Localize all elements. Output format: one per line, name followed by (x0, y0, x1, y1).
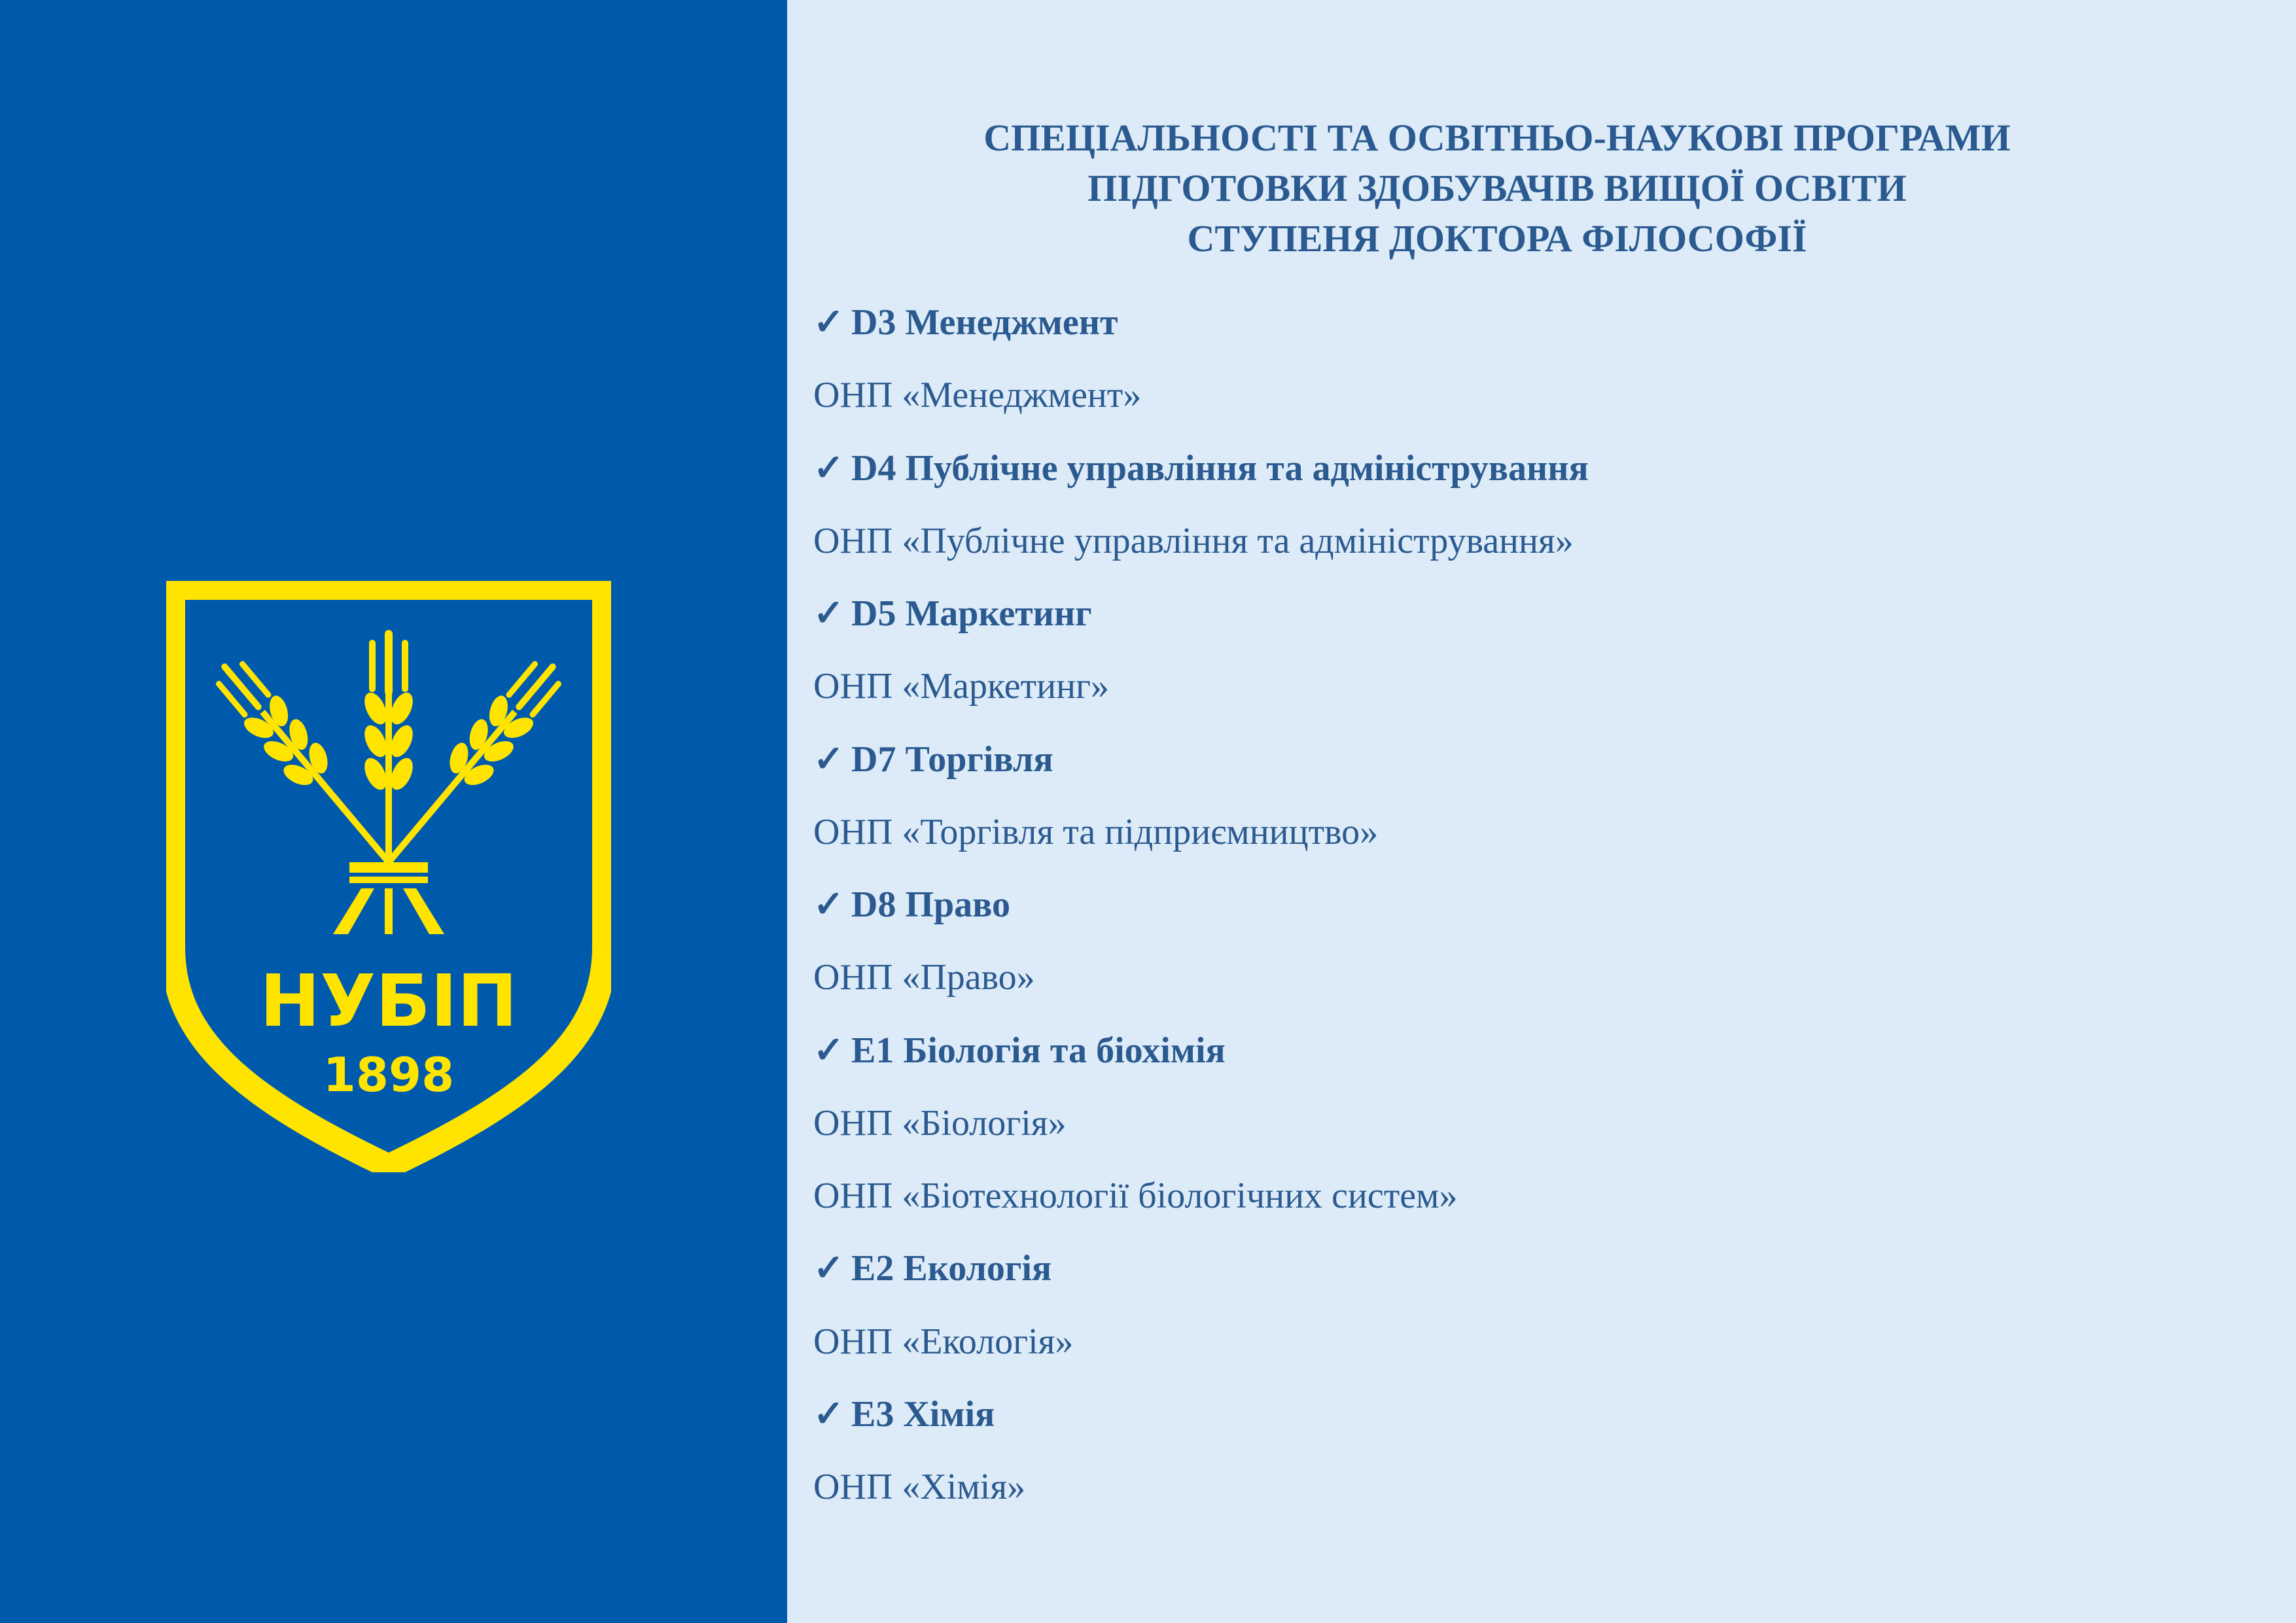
check-icon: ✓ (813, 1030, 844, 1071)
program-item (813, 516, 1574, 566)
program-label: ОНП «Екологія» (813, 1321, 1074, 1362)
check-icon: ✓ (813, 302, 844, 343)
emblem-year: 1898 (323, 1047, 455, 1102)
specialty-label: D5 Маркетинг (851, 593, 1092, 634)
specialty-label: D4 Публічне управління та адміністрування (851, 448, 1589, 489)
program-label: ОНП «Біологія» (813, 1103, 1067, 1143)
program-label: ОНП «Маркетинг» (813, 666, 1110, 707)
specialty-item (813, 880, 1010, 930)
program-item (813, 952, 1035, 1002)
program-item (813, 807, 1378, 857)
university-emblem (166, 581, 611, 1172)
specialty-item (813, 444, 1589, 493)
program-item (813, 370, 1141, 420)
program-label: ОНП «Хімія» (813, 1467, 1026, 1507)
specialty-label: E3 Хімія (851, 1394, 995, 1435)
specialty-label: D3 Менеджмент (851, 302, 1118, 343)
specialty-item (813, 1026, 1226, 1075)
specialty-item (813, 1244, 1051, 1293)
program-label: ОНП «Менеджмент» (813, 375, 1142, 415)
left-panel (0, 0, 787, 1623)
check-icon: ✓ (813, 1394, 844, 1435)
check-icon: ✓ (813, 884, 844, 925)
program-item (813, 1462, 1025, 1512)
specialty-item (813, 589, 1092, 638)
title-line: СПЕЦІАЛЬНОСТІ ТА ОСВІТНЬО-НАУКОВІ ПРОГРАМИ (983, 116, 2011, 159)
specialty-label: D7 Торгівля (851, 739, 1053, 780)
program-label: ОНП «Торгівля та підприємництво» (813, 812, 1379, 852)
specialty-item (813, 298, 1118, 347)
emblem-name: НУБІП (260, 959, 518, 1043)
specialty-label: E2 Екологія (851, 1248, 1052, 1289)
title-line: ПІДГОТОВКИ ЗДОБУВАЧІВ ВИЩОЇ ОСВІТИ (1087, 167, 1907, 209)
specialty-item (813, 1389, 995, 1439)
title-line: СТУПЕНЯ ДОКТОРА ФІЛОСОФІЇ (1187, 217, 1807, 260)
check-icon: ✓ (813, 593, 844, 634)
check-icon: ✓ (813, 1248, 844, 1289)
program-item (813, 1098, 1067, 1148)
program-label: ОНП «Біотехнології біологічних систем» (813, 1176, 1458, 1216)
page-title (787, 113, 2207, 264)
check-icon: ✓ (813, 448, 844, 489)
specialty-item (813, 735, 1053, 784)
program-label: ОНП «Право» (813, 957, 1035, 998)
program-label: ОНП «Публічне управління та адміністрування» (813, 521, 1574, 561)
check-icon: ✓ (813, 739, 844, 780)
program-item (813, 1317, 1073, 1367)
specialty-label: D8 Право (851, 884, 1011, 925)
program-item (813, 661, 1109, 711)
specialty-label: E1 Біологія та біохімія (851, 1030, 1226, 1071)
program-item (813, 1171, 1457, 1221)
